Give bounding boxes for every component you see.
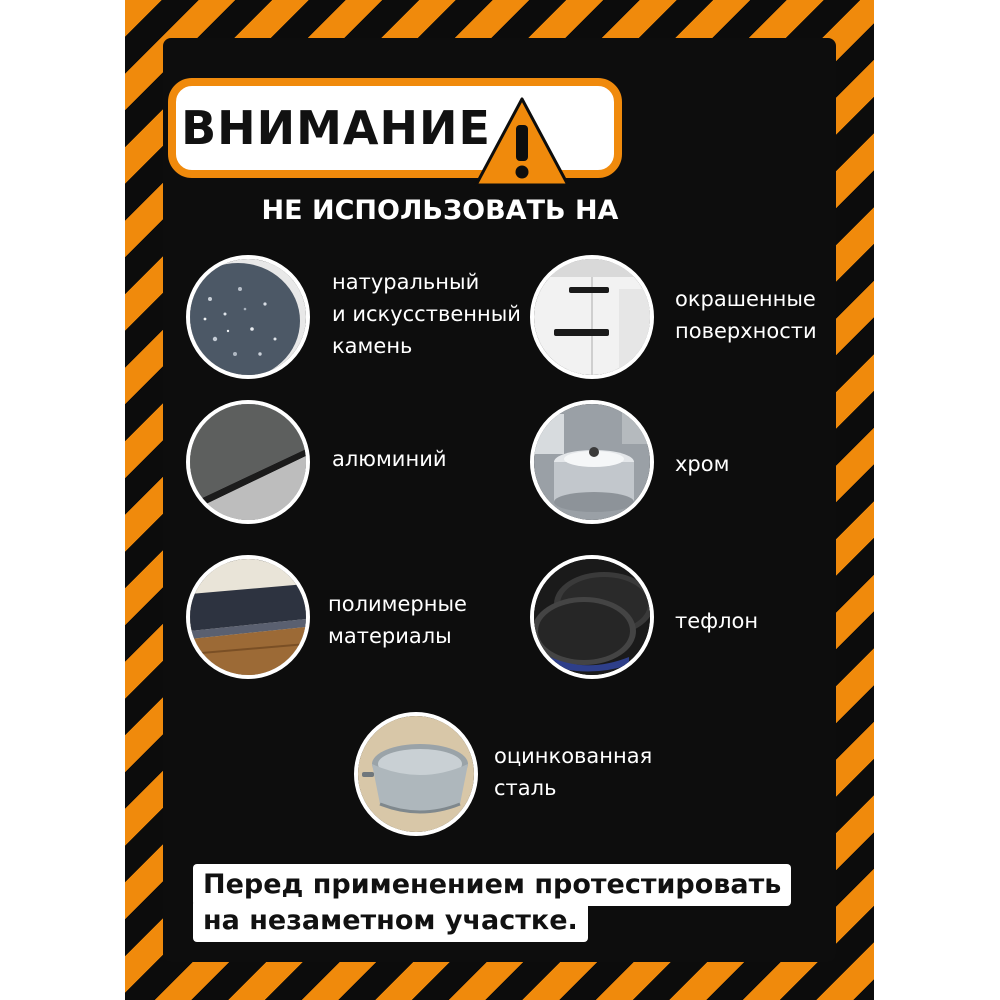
subtitle: НЕ ИСПОЛЬЗОВАТЬ НА	[261, 195, 619, 226]
page-title: ВНИМАНИЕ	[181, 101, 491, 155]
item-label-teflon: тефлон	[675, 609, 759, 633]
aluminium-sheet-photo	[186, 400, 310, 524]
polymer-countertop-photo	[186, 555, 310, 679]
chrome-pots-photo	[530, 400, 654, 524]
item-label-stone: натуральный и искусственный камень	[332, 270, 521, 358]
item-label-chrome: хром	[675, 452, 730, 476]
footer-line-1: Перед применением протестировать	[193, 864, 791, 906]
teflon-pans-photo	[530, 555, 654, 679]
painted-cabinet-photo	[530, 255, 654, 379]
galvanized-basin-photo	[354, 712, 478, 836]
item-label-aluminium: алюминий	[332, 447, 447, 471]
stone-surface-photo	[186, 255, 310, 379]
item-label-polymer: полимерные материалы	[328, 592, 467, 648]
item-label-painted: окрашенные поверхности	[675, 287, 817, 343]
warning-triangle-icon	[472, 95, 572, 190]
footer-line-2: на незаметном участке.	[193, 900, 588, 942]
item-label-galvanized: оцинкованная сталь	[494, 744, 653, 800]
